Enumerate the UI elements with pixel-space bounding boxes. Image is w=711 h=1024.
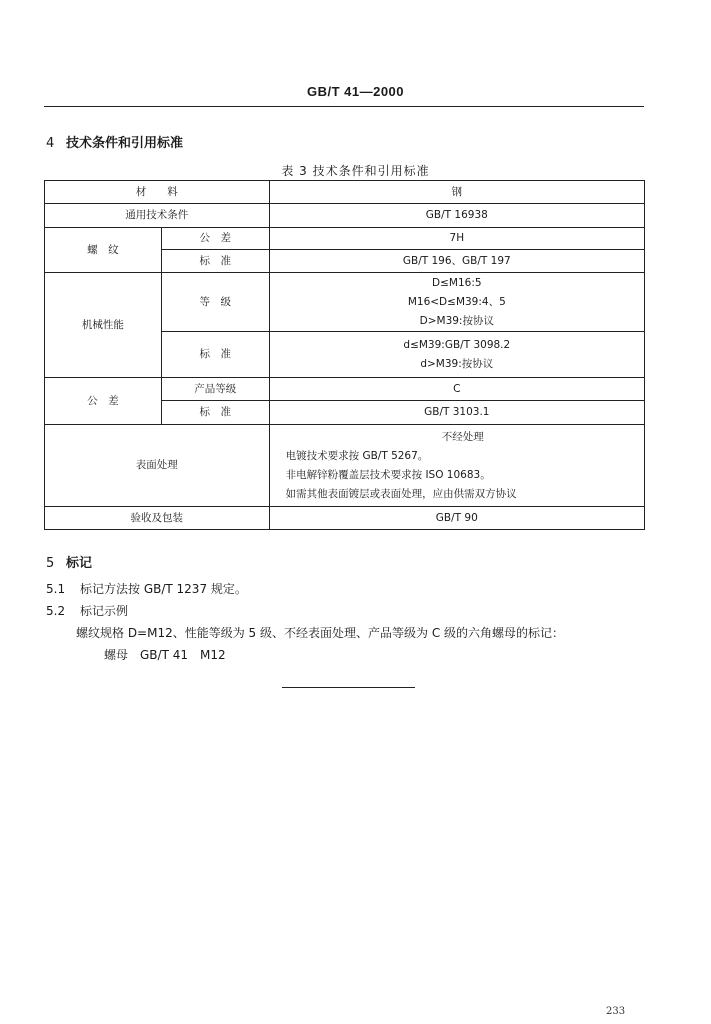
tolerance-standard-label: 标 准 bbox=[161, 401, 269, 425]
table-row-acceptance bbox=[45, 507, 645, 530]
general-value: GB/T 16938 bbox=[269, 204, 644, 228]
tolerance-label: 公 差 bbox=[45, 378, 162, 425]
general-label: 通用技术条件 bbox=[45, 204, 270, 228]
mechanical-standard-line: d>M39:按协议 bbox=[420, 357, 494, 370]
table-caption: 表 3 技术条件和引用标准 bbox=[281, 164, 430, 178]
material-label: 材 料 bbox=[45, 181, 270, 204]
clause-5-2-text: 标记示例 bbox=[80, 604, 129, 618]
thread-label: 螺 纹 bbox=[45, 228, 162, 273]
mechanical-grade-line: M16<D≤M39:4、5 bbox=[407, 295, 506, 308]
mechanical-label: 机械性能 bbox=[45, 273, 162, 378]
section-4-number: 4 bbox=[46, 136, 55, 151]
clause-5-1 bbox=[46, 580, 247, 597]
header-rule bbox=[44, 106, 644, 107]
material-value: 钢 bbox=[269, 181, 644, 204]
mechanical-grade-line: D>M39:按协议 bbox=[419, 314, 494, 327]
tolerance-grade-value: C bbox=[269, 378, 644, 401]
table-row-surface bbox=[45, 425, 645, 507]
section-5-heading bbox=[46, 552, 92, 571]
mechanical-standard-line: d≤M39:GB/T 3098.2 bbox=[403, 338, 511, 351]
page-number: 233 bbox=[606, 1006, 626, 1017]
section-4-heading bbox=[46, 132, 183, 151]
mechanical-standard-label: 标 准 bbox=[161, 332, 269, 378]
tolerance-grade-label: 产品等级 bbox=[161, 378, 269, 401]
spec-table bbox=[44, 180, 645, 530]
example-description: 螺纹规格 D=M12、性能等级为 5 级、不经表面处理、产品等级为 C 级的六角螺母的标记： bbox=[76, 626, 565, 640]
table-row-mechanical-grade bbox=[45, 273, 645, 332]
tolerance-standard-value: GB/T 3103.1 bbox=[269, 401, 644, 425]
acceptance-label: 验收及包装 bbox=[45, 507, 270, 530]
thread-tolerance-label: 公 差 bbox=[161, 228, 269, 250]
clause-5-2 bbox=[46, 602, 128, 619]
example-marking: 螺母 GB/T 41 M12 bbox=[104, 648, 226, 662]
surface-line: 不经处理 bbox=[441, 430, 484, 443]
surface-line: 如需其他表面镀层或表面处理，应由供需双方协议 bbox=[285, 487, 517, 500]
table-row-general bbox=[45, 204, 645, 228]
table-row-thread-tolerance bbox=[45, 228, 645, 250]
clause-5-1-number: 5.1 bbox=[46, 582, 66, 596]
end-rule bbox=[282, 687, 415, 688]
mechanical-grade-label: 等 级 bbox=[161, 273, 269, 332]
section-4-title: 技术条件和引用标准 bbox=[66, 136, 184, 151]
thread-standard-label: 标 准 bbox=[161, 250, 269, 273]
surface-line: 非电解锌粉覆盖层技术要求按 ISO 10683。 bbox=[285, 468, 491, 481]
thread-standard-value: GB/T 196、GB/T 197 bbox=[269, 250, 644, 273]
standard-code-header: GB/T 41—2000 bbox=[306, 84, 405, 99]
table-row-material bbox=[45, 181, 645, 204]
surface-label: 表面处理 bbox=[45, 425, 270, 507]
mechanical-standard-cell bbox=[269, 332, 644, 378]
surface-line: 电镀技术要求按 GB/T 5267。 bbox=[285, 449, 429, 462]
section-5-title: 标记 bbox=[66, 556, 93, 571]
mechanical-grade-line: D≤M16:5 bbox=[432, 276, 482, 289]
table-row-tolerance-grade bbox=[45, 378, 645, 401]
surface-cell bbox=[269, 425, 644, 507]
section-5-number: 5 bbox=[46, 556, 55, 571]
clause-5-1-text: 标记方法按 GB/T 1237 规定。 bbox=[80, 582, 247, 596]
thread-tolerance-value: 7H bbox=[269, 228, 644, 250]
mechanical-grade-cell bbox=[269, 273, 644, 332]
clause-5-2-number: 5.2 bbox=[46, 604, 66, 618]
acceptance-value: GB/T 90 bbox=[269, 507, 644, 530]
